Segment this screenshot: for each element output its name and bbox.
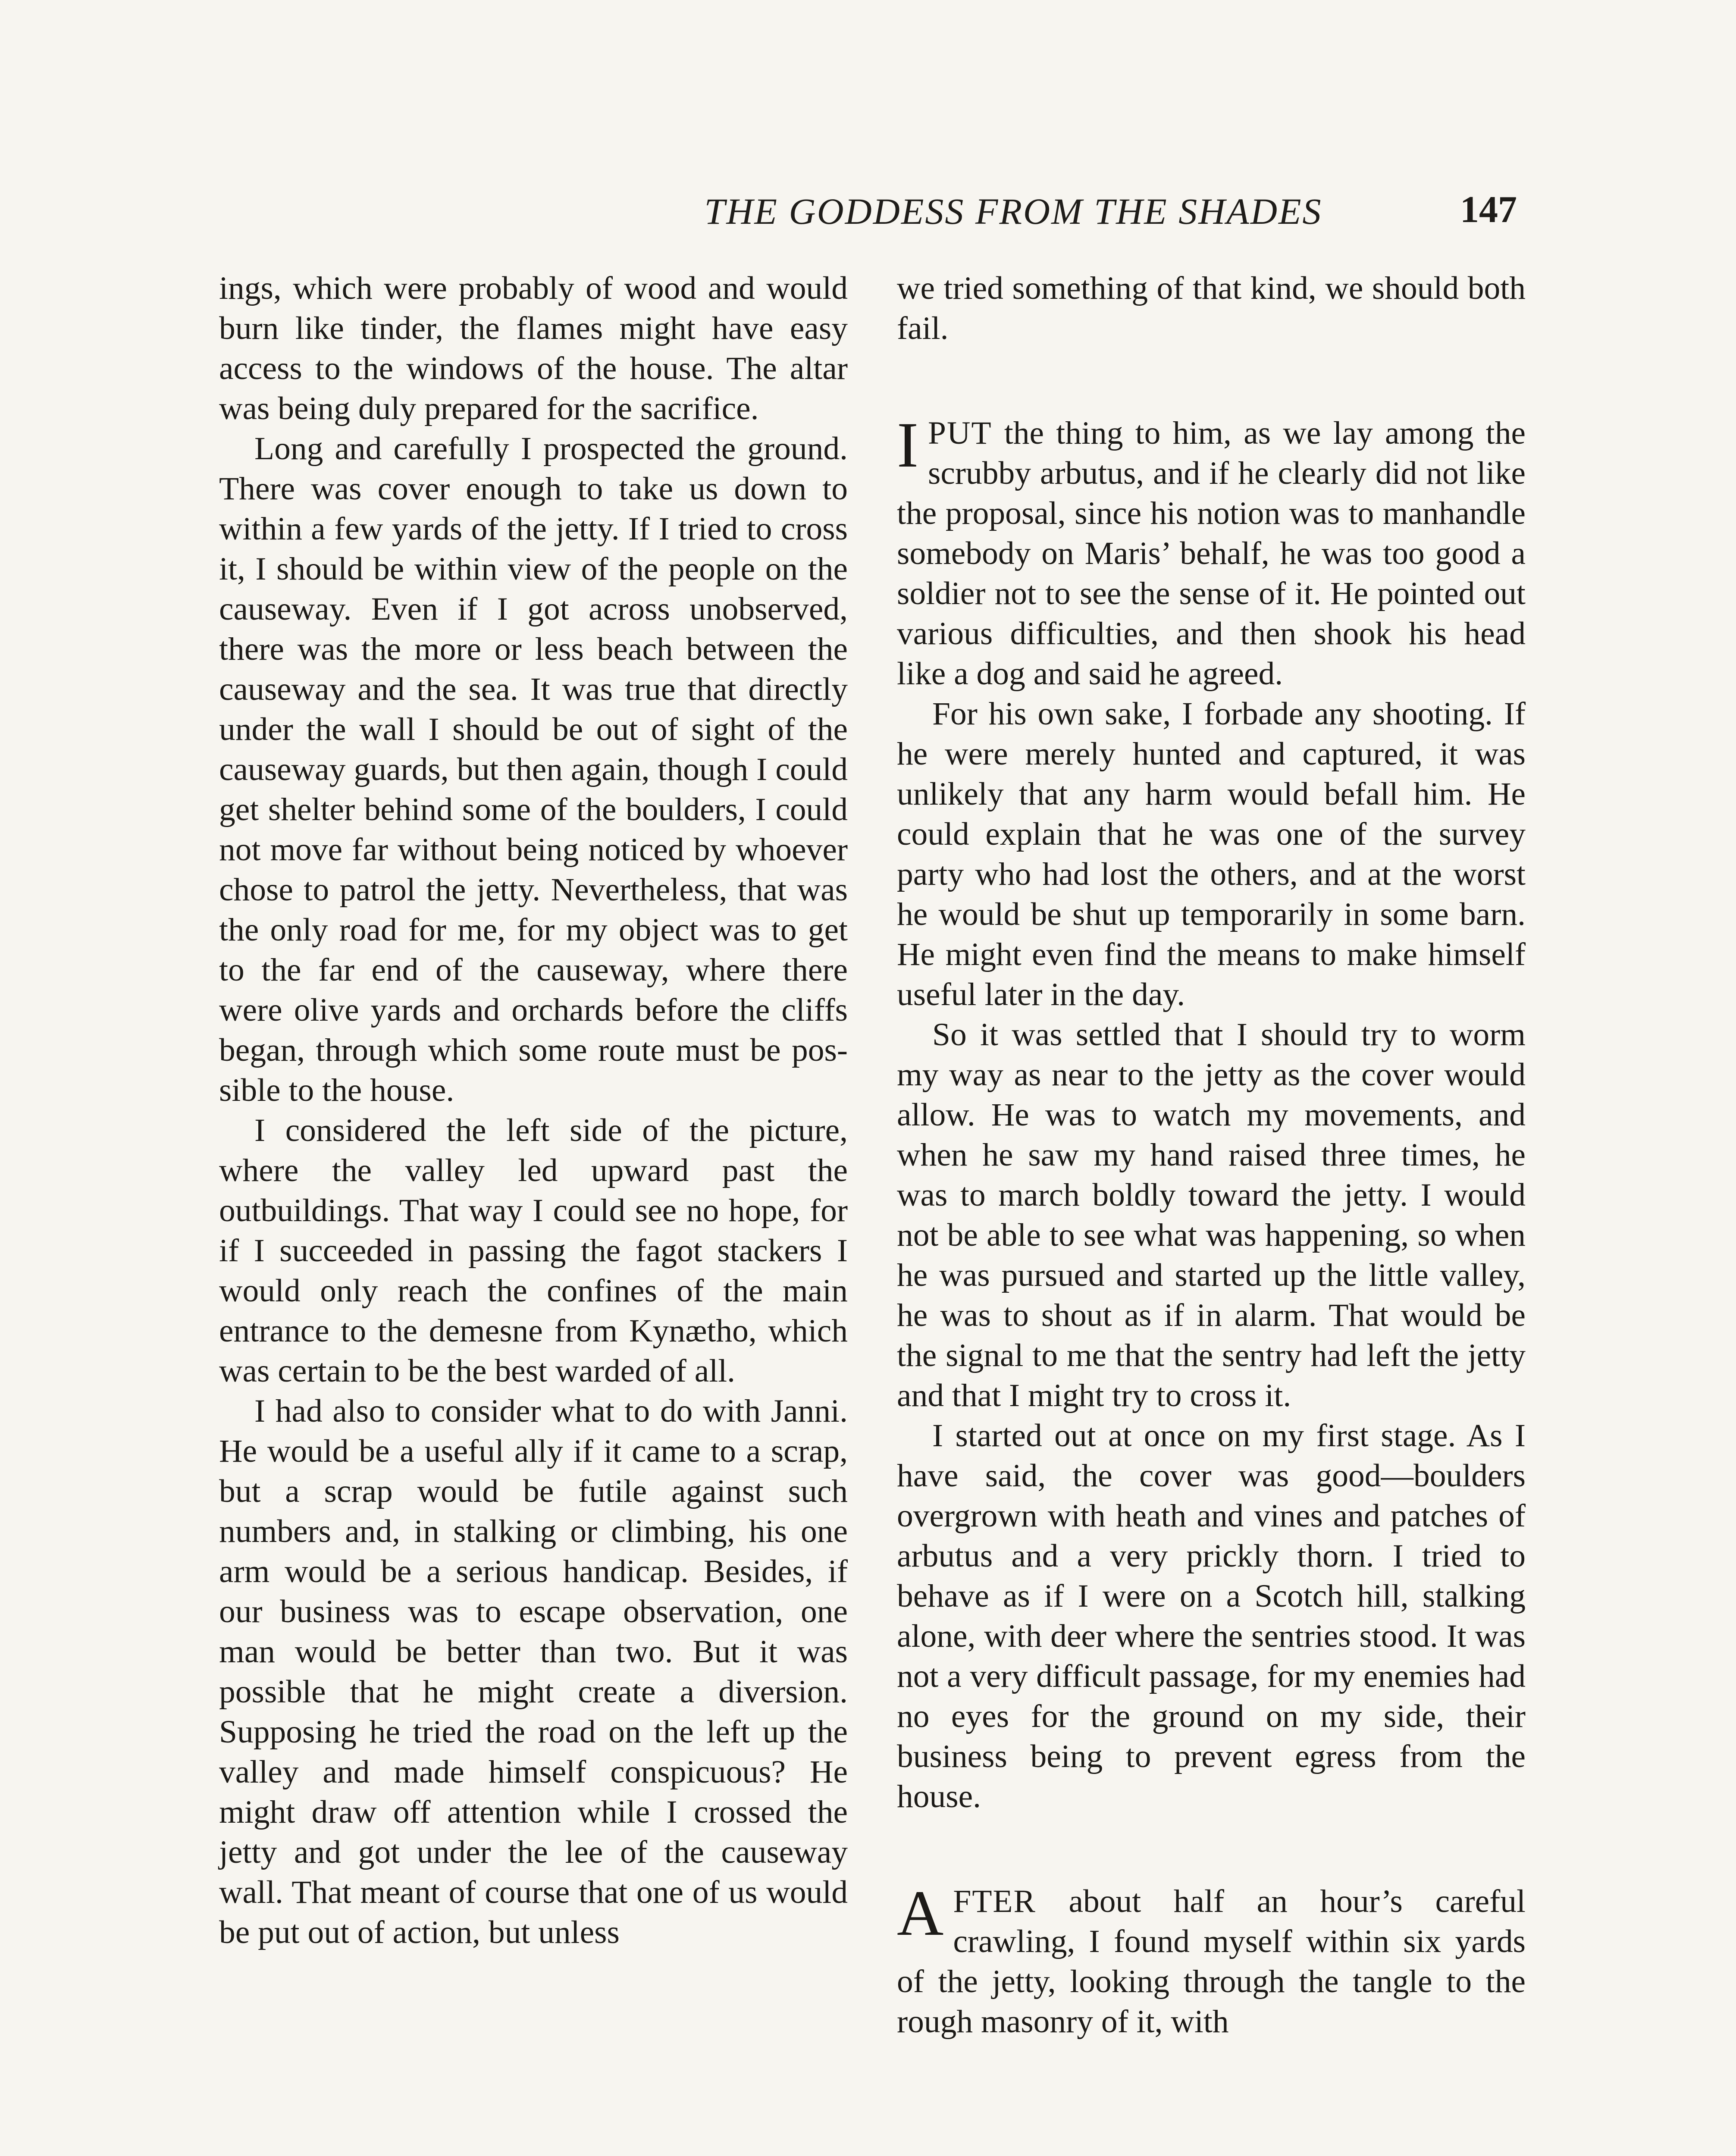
right-column <box>897 268 1526 2042</box>
paragraph: I considered the left side of the picture, where the valley led upward past the outbuildings. That way I could see no hope, for if I succeeded in passing the fagot stackers I would only reach the confines of the main entrance to the demesne from Kynætho, which was certain to be the best warded of all. <box>219 1112 848 1389</box>
lead-in-word: PUT <box>928 415 992 451</box>
section-opening-paragraph <box>897 1877 1526 2042</box>
section-opening-paragraph <box>897 409 1526 694</box>
paragraph: ings, which were probably of wood and would burn like tinder, the flames might have easy access to the windows of the house. The altar was being duly prepared for the sacrifice. <box>219 270 848 426</box>
page-number: 147 <box>1460 189 1517 231</box>
left-column <box>219 268 848 1952</box>
drop-cap: I <box>897 409 918 481</box>
paragraph: So it was settled that I should try to worm my way as near to the jetty as the cover would allow. He was to watch my movements, and when he saw my hand raised three times, he was to march boldly toward the jetty. I would not be able to see what was happening, so when he was pursued and started up the little valley, he was to shout as if in alarm. That would be the signal to me that the sentry had left the jetty and that I might try to cross it. <box>897 1017 1526 1413</box>
paragraph-text: about half an hour’s careful crawling, I found myself within six yards of the jetty, looking through the tangle to the rough masonry of it, with <box>897 1883 1526 2040</box>
paragraph: we tried something of that kind, we should both fail. <box>897 270 1526 346</box>
paragraph: I had also to consider what to do with Janni. He would be a useful ally if it came to a scrap, but a scrap would be futile against such numbers and, in stalking or climbing, his one arm would be a serious handicap. Besides, if our business was to escape observation, one man would be better than two. But it was possible that he might create a diversion. Supposing he tried the road on the left up the valley and made himself conspicuous? He might draw off attention while I crossed the jetty and got under the lee of the causeway wall. That meant of course that one of us would be put out of action, but unless <box>219 1393 848 1950</box>
paragraph: For his own sake, I forbade any shooting. If he were merely hunted and captured, it was unlikely that any harm would befall him. He could explain that he was one of the survey party who had lost the others, and at the worst he would be shut up temporarily in some barn. He might even find the means to make himself useful later in the day. <box>897 696 1526 1012</box>
lead-in-word: FTER <box>953 1883 1036 1919</box>
running-title: THE GODDESS FROM THE SHADES <box>704 191 1322 232</box>
paragraph: I started out at once on my first stage. As I have said, the cover was good—boulders overgrown with heath and vines and patches of arbutus and a very prickly thorn. I tried to behave as if I were on a Scotch hill, stalking alone, with deer where the sentries stood. It was not a very difficult passage, for my enemies had no eyes for the ground on my side, their business being to prevent egress from the house. <box>897 1418 1526 1814</box>
paragraph-text: the thing to him, as we lay among the scrubby arbutus, and if he clearly did not like the proposal, since his notion was to manhandle somebody on Maris’ behalf, he was too good a soldier not to see the sense of it. He pointed out various difficulties, and then shook his head like a dog and said he agreed. <box>897 415 1526 692</box>
paragraph: Long and carefully I prospected the ground. There was cover enough to take us down to within a few yards of the jetty. If I tried to cross it, I should be within view of the people on the causeway. Even if I got across unobserved, there was the more or less beach between the causeway and the sea. It was true that directly under the wall I should be out of sight of the causeway guards, but then again, though I could get shelter behind some of the boulders, I could not move far without being noticed by whoever chose to patrol the jetty. Nevertheless, that was the only road for me, for my object was to get to the far end of the causeway, where there were olive yards and orchards before the cliffs began, through which some route must be possible to the house. <box>219 431 848 1108</box>
drop-cap: A <box>897 1877 944 1949</box>
